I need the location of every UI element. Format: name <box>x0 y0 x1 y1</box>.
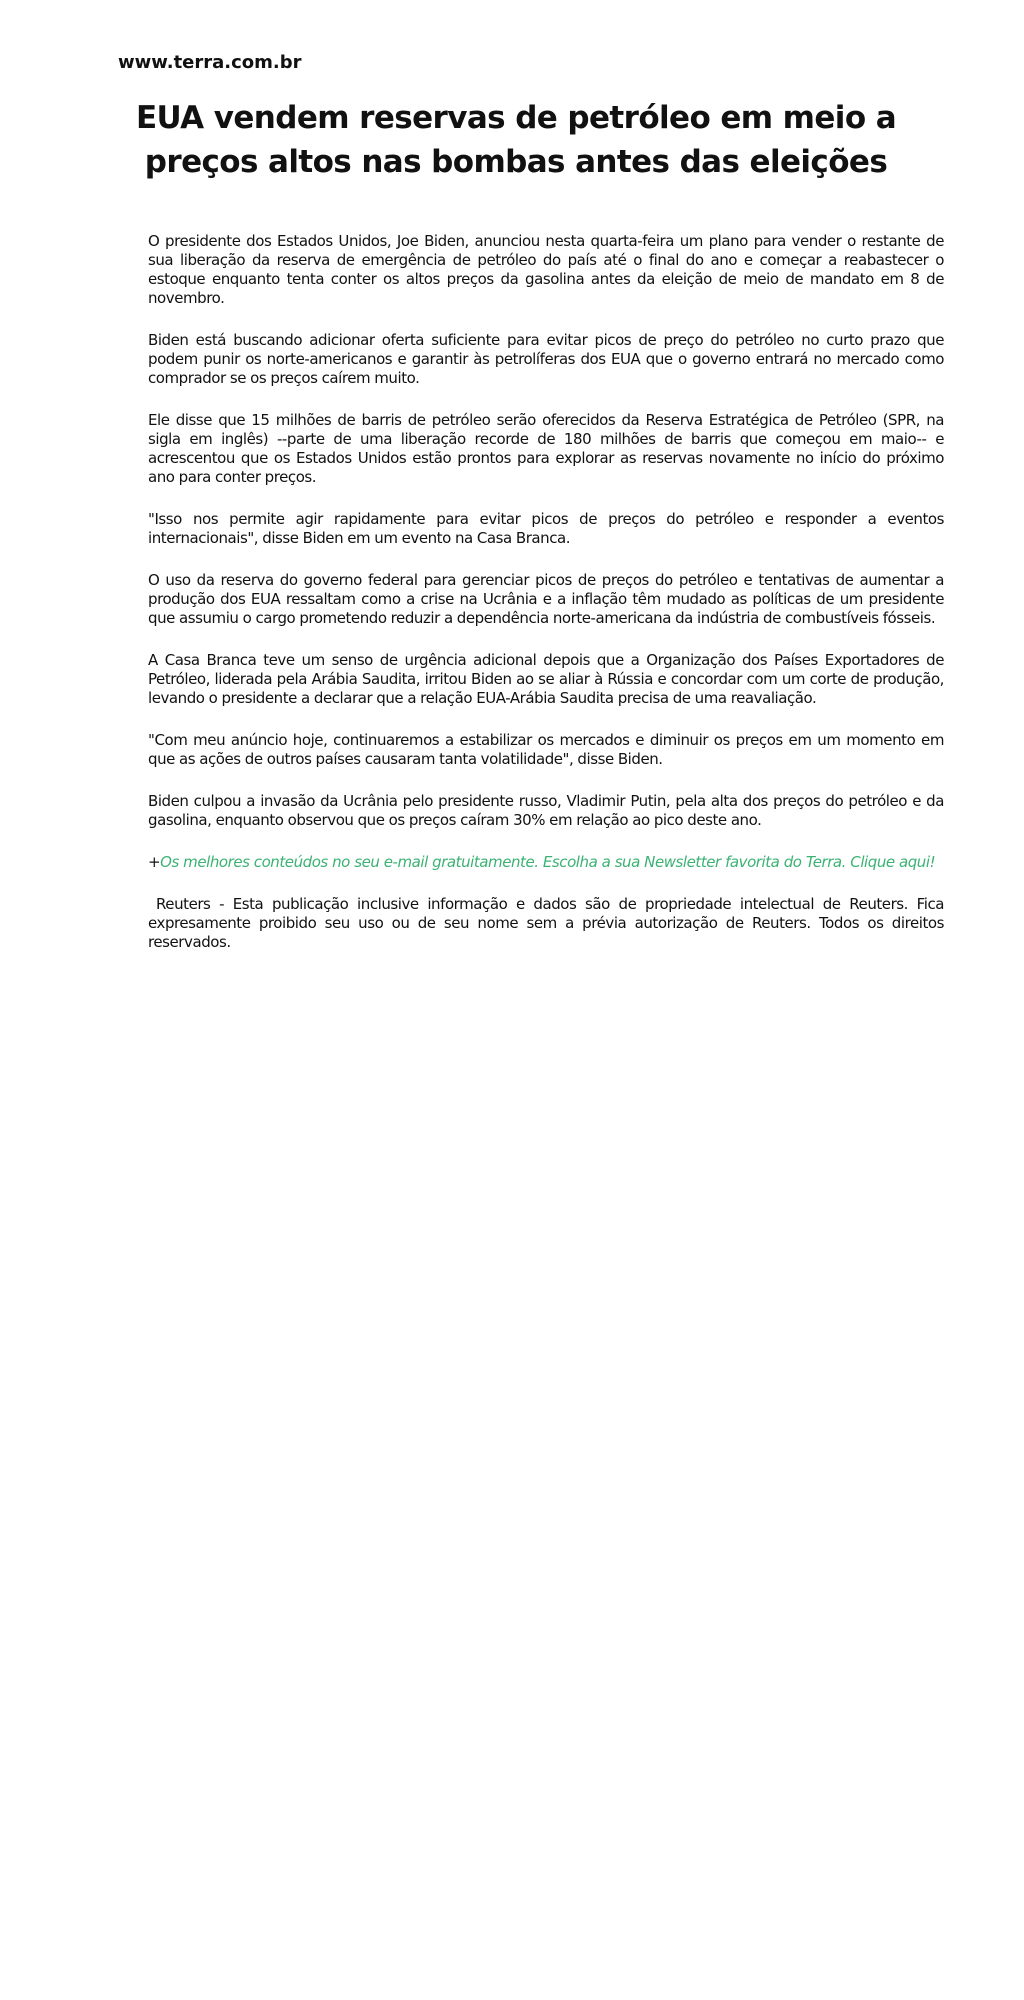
site-domain: www.terra.com.br <box>118 52 302 73</box>
article-paragraph-8: Biden culpou a invasão da Ucrânia pelo presidente russo, Vladimir Putin, pela alta dos preços do petróleo e da gasolina, enquanto observou que os preços caíram 30% em relação ao pico deste ano. <box>148 792 944 829</box>
article-title: EUA vendem reservas de petróleo em meio a preços altos nas bombas antes das eleições <box>135 100 897 180</box>
promo-plus-sign: + <box>148 853 161 871</box>
article-paragraph-2: Biden está buscando adicionar oferta suficiente para evitar picos de preço do petróleo no curto prazo que podem punir os norte-americanos e garantir às petrolíferas dos EUA que o governo entrará no mercado como comprador se os preços caírem muito. <box>148 331 944 387</box>
article-paragraph-1: O presidente dos Estados Unidos, Joe Biden, anunciou nesta quarta-feira um plano para vender o restante de sua liberação da reserva de emergência de petróleo do país até o final do ano e começar a reabastecer o estoque enquanto tenta conter os altos preços da gasolina antes da eleição de meio de mandato em 8 de novembro. <box>148 232 944 307</box>
article-paragraph-5: O uso da reserva do governo federal para gerenciar picos de preços do petróleo e tentativas de aumentar a produção dos EUA ressaltam como a crise na Ucrânia e a inflação têm mudado as políticas de um presidente que assumiu o cargo prometendo reduzir a dependência norte-americana da indústria de combustíveis fósseis. <box>148 571 944 627</box>
article-paragraph-3: Ele disse que 15 milhões de barris de petróleo serão oferecidos da Reserva Estratégica de Petróleo (SPR, na sigla em inglês) --parte de uma liberação recorde de 180 milhões de barris que começou em maio-- e acrescentou que os Estados Unidos estão prontos para explorar as reservas novamente no início do próximo ano para conter preços. <box>148 411 944 486</box>
article-paragraph-7: "Com meu anúncio hoje, continuaremos a estabilizar os mercados e diminuir os preços em um momento em que as ações de outros países causaram tanta volatilidade", disse Biden. <box>148 731 944 768</box>
newsletter-promo <box>148 853 944 872</box>
article-paragraph-4: "Isso nos permite agir rapidamente para evitar picos de preços do petróleo e responder a eventos internacionais", disse Biden em um evento na Casa Branca. <box>148 510 944 547</box>
article-paragraph-6: A Casa Branca teve um senso de urgência adicional depois que a Organização dos Países Exportadores de Petróleo, liderada pela Arábia Saudita, irritou Biden ao se aliar à Rússia e concordar com um corte de produção, levando o presidente a declarar que a relação EUA-Arábia Saudita precisa de uma reavaliação. <box>148 651 944 707</box>
newsletter-promo-link[interactable]: Os melhores conteúdos no seu e-mail gratuitamente. Escolha a sua Newsletter favorita do Terra. Clique aqui! <box>160 853 936 871</box>
article-body <box>148 232 944 952</box>
reuters-disclaimer: Reuters - Esta publicação inclusive informação e dados são de propriedade intelectual de Reuters. Fica expresamente proibido seu uso ou de seu nome sem a prévia autorização de Reuters. Todos os direitos reservados. <box>148 895 944 951</box>
